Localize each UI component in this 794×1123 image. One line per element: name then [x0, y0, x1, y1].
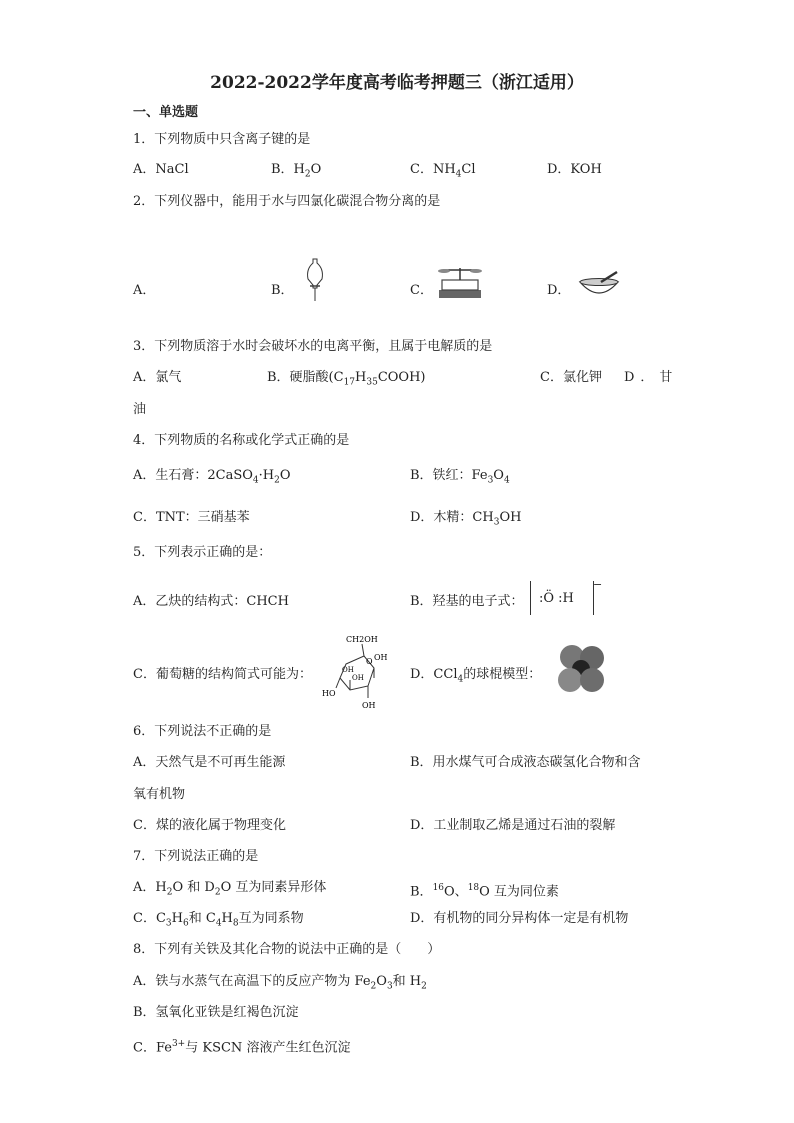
page-title: 2022-2022学年度高考临考押题三（浙江适用） — [210, 73, 584, 93]
q6-option-b-continued: 氧有机物 — [133, 787, 186, 802]
section-heading: 一、单选题 — [133, 105, 199, 120]
q5-option-a[interactable]: A．乙炔的结构式：CHCH — [133, 594, 289, 609]
q2-stem: 2．下列仪器中，能用于水与四氯化碳混合物分离的是 — [133, 194, 441, 209]
q4-option-b[interactable]: B．铁红：$Fe_3O_4$ — [410, 468, 510, 486]
q3-option-d[interactable]: D．甘 — [624, 370, 679, 385]
mortar-pestle-icon — [577, 270, 621, 300]
q5-option-b[interactable]: B．羟基的电子式： — [410, 594, 524, 609]
separatory-funnel-icon — [300, 257, 330, 303]
q8-stem: 8．下列有关铁及其化合物的说法中正确的是（ ） — [133, 942, 441, 957]
q3-option-b[interactable]: B．硬脂酸$(C_{17}H_{35}COOH)$ — [267, 370, 426, 388]
glucose-label-oh3: OH — [352, 674, 364, 682]
q1-option-b[interactable]: B．$H_2O$ — [271, 162, 322, 180]
q1-stem: 1．下列物质中只含离子键的是 — [133, 132, 311, 147]
q3-option-c[interactable]: C．氯化钾 — [540, 370, 602, 385]
q3-option-d-continued: 油 — [133, 402, 147, 417]
glucose-label-oh2: OH — [342, 666, 354, 674]
q7-option-b[interactable]: B．$^{16}$O、$^{18}$O 互为同位素 — [410, 883, 559, 900]
q5-option-c[interactable]: C．葡萄糖的结构简式可能为： — [133, 667, 312, 682]
q4-option-c[interactable]: C．TNT：三硝基苯 — [133, 510, 250, 525]
q6-stem: 6．下列说法不正确的是 — [133, 724, 272, 739]
glucose-structure-icon — [322, 634, 392, 714]
q4-option-d[interactable]: D．木精：$CH_3OH$ — [410, 510, 522, 528]
q8-option-c[interactable]: C．$Fe^{3+}$与 KSCN 溶液产生红色沉淀 — [133, 1039, 351, 1056]
q7-stem: 7．下列说法正确的是 — [133, 849, 259, 864]
q8-option-a[interactable]: A．铁与水蒸气在高温下的反应产物为 $Fe_2O_3$和 $H_2$ — [133, 974, 427, 992]
ccl4-ball-model-icon — [554, 642, 608, 696]
q2-option-a[interactable]: A． — [133, 283, 156, 298]
glucose-label-ho: HO — [322, 689, 336, 698]
q7-option-d[interactable]: D．有机物的同分异构体一定是有机物 — [410, 911, 629, 926]
q1-option-a[interactable]: A．NaCl — [133, 162, 189, 177]
q2-option-d[interactable]: D． — [547, 283, 571, 298]
glucose-label-oh1: OH — [374, 653, 388, 662]
charge-sign: − — [593, 578, 603, 591]
q6-option-b[interactable]: B．用水煤气可合成液态碳氢化合物和含 — [410, 755, 641, 770]
q1-option-c[interactable]: C．$NH_4Cl$ — [410, 162, 476, 180]
q7-option-c[interactable]: C．$C_3H_6$和 $C_4H_8$互为同系物 — [133, 911, 304, 929]
q4-option-a[interactable]: A．生石膏：$2CaSO_4\cdot H_2O$ — [133, 468, 291, 486]
q3-stem: 3．下列物质溶于水时会破坏水的电离平衡，且属于电解质的是 — [133, 339, 493, 354]
q2-option-c[interactable]: C． — [410, 283, 433, 298]
q5-stem: 5．下列表示正确的是： — [133, 545, 272, 560]
q1-option-d[interactable]: D．KOH — [547, 162, 602, 177]
glucose-label-oh4: OH — [362, 701, 376, 710]
glucose-label-o: O — [366, 657, 373, 666]
balance-scale-icon — [435, 264, 485, 300]
q5-option-d[interactable]: D．CCl$_4$的球棍模型： — [410, 667, 542, 685]
q8-option-b[interactable]: B．氢氧化亚铁是红褐色沉淀 — [133, 1005, 299, 1020]
q2-option-b[interactable]: B． — [271, 283, 294, 298]
q6-option-a[interactable]: A．天然气是不可再生能源 — [133, 755, 286, 770]
q6-option-c[interactable]: C．煤的液化属于物理变化 — [133, 818, 286, 833]
hydroxyl-electron-formula: :Ö :H — [530, 581, 594, 615]
glucose-label-ch2oh: CH2OH — [346, 635, 378, 644]
q3-option-a[interactable]: A．氯气 — [133, 370, 182, 385]
q4-stem: 4．下列物质的名称或化学式正确的是 — [133, 433, 350, 448]
q6-option-d[interactable]: D．工业制取乙烯是通过石油的裂解 — [410, 818, 616, 833]
q7-option-a[interactable]: A．$H_2O$ 和 $D_2O$ 互为同素异形体 — [133, 880, 327, 898]
